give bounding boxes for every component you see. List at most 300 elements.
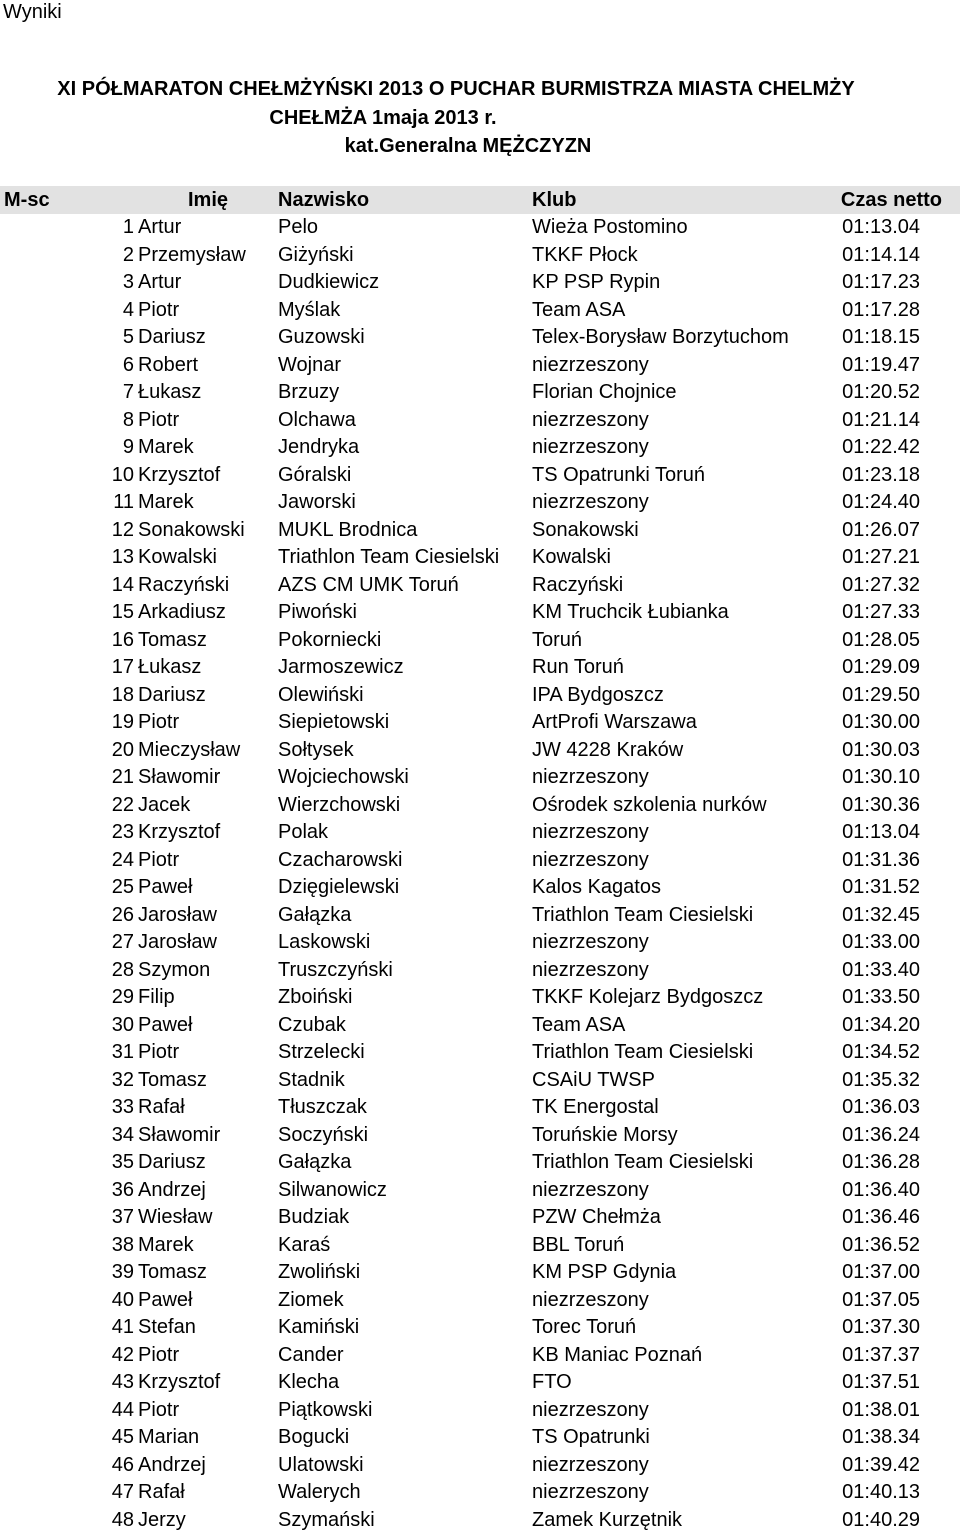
first-name-cell: Tomasz — [138, 1261, 207, 1283]
table-row — [0, 984, 960, 1012]
first-name-cell: Sławomir — [138, 1123, 221, 1146]
position-cell: 15 — [111, 601, 134, 623]
first-name-cell: Piotr — [138, 408, 180, 431]
club-cell: niezrzeszony — [532, 958, 649, 981]
club-cell: niezrzeszony — [532, 1178, 649, 1201]
column-header-first-name: Imię — [187, 189, 229, 211]
net-time-cell: 01:34.20 — [842, 1013, 920, 1036]
first-name-cell: Tomasz — [138, 628, 207, 651]
last-name-cell: Pokorniecki — [278, 628, 382, 651]
last-name-cell: Dudkiewicz — [278, 271, 380, 293]
event-title: XI PÓŁMARATON CHEŁMŻYŃSKI 2013 O PUCHAR BURMISTRZA MIASTA CHELMŻY — [57, 78, 855, 100]
net-time-cell: 01:23.18 — [842, 463, 920, 486]
net-time-cell: 01:13.04 — [842, 821, 920, 843]
first-name-cell: Piotr — [138, 711, 180, 733]
last-name-cell: Wojnar — [278, 353, 341, 376]
position-cell: 25 — [111, 876, 134, 898]
position-cell: 24 — [111, 848, 134, 871]
position-cell: 2 — [122, 243, 134, 266]
position-cell: 28 — [111, 958, 134, 981]
table-row — [0, 654, 960, 682]
position-cell: 48 — [111, 1508, 134, 1531]
last-name-cell: Triathlon Team Ciesielski — [278, 546, 500, 568]
position-cell: 13 — [111, 546, 134, 568]
first-name-cell: Sonakowski — [138, 518, 245, 541]
club-cell: Wieża Postomino — [532, 216, 688, 238]
last-name-cell: Kamiński — [278, 1316, 360, 1338]
club-cell: TKKF Kolejarz Bydgoszcz — [532, 986, 764, 1008]
first-name-cell: Przemysław — [138, 243, 246, 266]
first-name-cell: Łukasz — [138, 381, 202, 403]
net-time-cell: 01:27.21 — [842, 546, 920, 568]
table-row — [0, 1149, 960, 1177]
last-name-cell: Piątkowski — [278, 1398, 373, 1421]
club-cell: TS Opatrunki — [532, 1426, 650, 1448]
first-name-cell: Piotr — [138, 1041, 180, 1063]
club-cell: KM PSP Gdynia — [532, 1261, 677, 1283]
last-name-cell: Wierzchowski — [278, 793, 401, 816]
table-row — [0, 407, 960, 435]
last-name-cell: Soczyński — [278, 1123, 369, 1146]
column-header-last-name: Nazwisko — [278, 189, 370, 211]
club-cell: KM Truchcik Łubianka — [532, 601, 729, 623]
table-row — [0, 379, 960, 407]
net-time-cell: 01:37.05 — [842, 1288, 920, 1311]
club-cell: FTO — [532, 1371, 572, 1393]
last-name-cell: Zwoliński — [278, 1261, 361, 1283]
first-name-cell: Jacek — [138, 793, 191, 816]
position-cell: 43 — [111, 1371, 134, 1393]
position-cell: 30 — [111, 1013, 134, 1036]
last-name-cell: Silwanowicz — [278, 1178, 387, 1201]
club-cell: niezrzeszony — [532, 821, 649, 843]
table-row — [0, 352, 960, 380]
last-name-cell: Szymański — [278, 1508, 375, 1531]
club-cell: Triathlon Team Ciesielski — [532, 1041, 754, 1063]
first-name-cell: Arkadiusz — [138, 601, 226, 623]
club-cell: niezrzeszony — [532, 491, 649, 513]
last-name-cell: Polak — [278, 821, 329, 843]
first-name-cell: Tomasz — [138, 1068, 207, 1091]
last-name-cell: Dzięgielewski — [278, 876, 400, 898]
club-cell: niezrzeszony — [532, 408, 649, 431]
position-cell: 19 — [111, 711, 134, 733]
position-cell: 3 — [122, 271, 134, 293]
first-name-cell: Krzysztof — [138, 1371, 221, 1393]
position-cell: 9 — [122, 436, 134, 458]
table-row — [0, 902, 960, 930]
club-cell: niezrzeszony — [532, 766, 649, 788]
table-row — [0, 737, 960, 765]
table-row — [0, 957, 960, 985]
column-header-club: Klub — [532, 189, 577, 211]
last-name-cell: Klecha — [278, 1371, 340, 1393]
net-time-cell: 01:21.14 — [842, 408, 920, 431]
first-name-cell: Marek — [138, 1233, 194, 1256]
club-cell: Sonakowski — [532, 518, 639, 541]
net-time-cell: 01:36.24 — [842, 1123, 920, 1146]
net-time-cell: 01:33.00 — [842, 931, 920, 953]
table-row — [0, 709, 960, 737]
club-cell: niezrzeszony — [532, 848, 649, 871]
club-cell: Team ASA — [532, 298, 626, 321]
first-name-cell: Marek — [138, 491, 194, 513]
last-name-cell: Tłuszczak — [278, 1096, 367, 1118]
net-time-cell: 01:36.28 — [842, 1151, 920, 1173]
first-name-cell: Marian — [138, 1426, 200, 1448]
position-cell: 16 — [111, 628, 134, 651]
first-name-cell: Paweł — [138, 876, 193, 898]
first-name-cell: Szymon — [138, 958, 211, 981]
last-name-cell: Gałązka — [278, 903, 352, 926]
club-cell: niezrzeszony — [532, 1453, 649, 1476]
last-name-cell: Walerych — [278, 1481, 361, 1503]
table-row — [0, 1314, 960, 1342]
last-name-cell: Pelo — [278, 216, 319, 238]
net-time-cell: 01:36.40 — [842, 1178, 920, 1201]
last-name-cell: MUKL Brodnica — [278, 518, 418, 541]
net-time-cell: 01:33.40 — [842, 958, 920, 981]
club-cell: Kowalski — [532, 546, 611, 568]
table-row — [0, 929, 960, 957]
net-time-cell: 01:30.00 — [842, 711, 920, 733]
club-cell: niezrzeszony — [532, 1288, 649, 1311]
table-row — [0, 1287, 960, 1315]
club-cell: Ośrodek szkolenia nurków — [532, 793, 767, 816]
last-name-cell: Truszczyński — [278, 958, 393, 981]
last-name-cell: Myślak — [278, 298, 341, 321]
last-name-cell: Czubak — [278, 1013, 346, 1036]
last-name-cell: Olchawa — [278, 408, 356, 431]
net-time-cell: 01:38.01 — [842, 1398, 920, 1421]
position-cell: 10 — [111, 463, 134, 486]
first-name-cell: Andrzej — [138, 1178, 206, 1201]
first-name-cell: Piotr — [138, 848, 180, 871]
first-name-cell: Dariusz — [138, 1151, 206, 1173]
net-time-cell: 01:29.50 — [842, 683, 920, 706]
net-time-cell: 01:40.13 — [842, 1481, 920, 1503]
table-row — [0, 324, 960, 352]
last-name-cell: Siepietowski — [278, 711, 390, 733]
last-name-cell: Brzuzy — [278, 381, 340, 403]
last-name-cell: Cander — [278, 1343, 344, 1366]
club-cell: TK Energostal — [532, 1096, 659, 1118]
position-cell: 42 — [111, 1343, 134, 1366]
position-cell: 20 — [111, 738, 134, 761]
net-time-cell: 01:34.52 — [842, 1041, 920, 1063]
position-cell: 27 — [111, 931, 134, 953]
table-row — [0, 1094, 960, 1122]
first-name-cell: Wiesław — [138, 1206, 213, 1228]
last-name-cell: Góralski — [278, 463, 352, 486]
net-time-cell: 01:40.29 — [842, 1508, 920, 1531]
table-row — [0, 517, 960, 545]
last-name-cell: Giżyński — [278, 243, 354, 266]
position-cell: 32 — [111, 1068, 134, 1091]
club-cell: PZW Chełmża — [532, 1206, 661, 1228]
club-cell: niezrzeszony — [532, 1398, 649, 1421]
last-name-cell: Stadnik — [278, 1068, 345, 1091]
net-time-cell: 01:31.36 — [842, 848, 920, 871]
last-name-cell: Ulatowski — [278, 1453, 364, 1476]
table-row — [0, 847, 960, 875]
net-time-cell: 01:18.15 — [842, 326, 920, 348]
position-cell: 18 — [111, 683, 134, 706]
last-name-cell: Piwoński — [278, 601, 357, 623]
position-cell: 40 — [111, 1288, 134, 1311]
club-cell: Telex-Borysław Borzytuchom — [532, 326, 789, 348]
position-cell: 29 — [111, 986, 134, 1008]
club-cell: Zamek Kurzętnik — [532, 1508, 683, 1531]
first-name-cell: Dariusz — [138, 326, 206, 348]
club-cell: JW 4228 Kraków — [532, 738, 684, 761]
net-time-cell: 01:37.00 — [842, 1261, 920, 1283]
column-header-net-time: Czas netto — [840, 189, 942, 211]
position-cell: 46 — [111, 1453, 134, 1476]
table-row — [0, 1177, 960, 1205]
last-name-cell: Bogucki — [278, 1426, 350, 1448]
last-name-cell: Laskowski — [278, 931, 371, 953]
net-time-cell: 01:29.09 — [842, 656, 920, 678]
last-name-cell: Zboiński — [278, 986, 353, 1008]
first-name-cell: Paweł — [138, 1013, 193, 1036]
position-cell: 44 — [111, 1398, 134, 1421]
club-cell: ArtProfi Warszawa — [532, 711, 697, 733]
position-cell: 45 — [111, 1426, 134, 1448]
net-time-cell: 01:38.34 — [842, 1426, 920, 1448]
results-table — [0, 186, 960, 1534]
net-time-cell: 01:31.52 — [842, 876, 920, 898]
club-cell: Kalos Kagatos — [532, 876, 661, 898]
first-name-cell: Piotr — [138, 298, 180, 321]
position-cell: 23 — [111, 821, 134, 843]
table-row — [0, 434, 960, 462]
event-date: CHEŁMŻA 1maja 2013 r. — [269, 107, 497, 129]
net-time-cell: 01:33.50 — [842, 986, 920, 1008]
first-name-cell: Jerzy — [138, 1508, 186, 1531]
club-cell: Raczyński — [532, 573, 624, 596]
net-time-cell: 01:37.51 — [842, 1371, 920, 1393]
club-cell: Run Toruń — [532, 656, 624, 678]
table-row — [0, 1342, 960, 1370]
first-name-cell: Rafał — [138, 1096, 185, 1118]
club-cell: CSAiU TWSP — [532, 1068, 655, 1091]
last-name-cell: AZS CM UMK Toruń — [278, 573, 459, 596]
position-cell: 33 — [111, 1096, 134, 1118]
first-name-cell: Marek — [138, 436, 194, 458]
position-cell: 26 — [111, 903, 134, 926]
position-cell: 4 — [122, 298, 134, 321]
position-cell: 1 — [122, 216, 134, 238]
club-cell: KP PSP Rypin — [532, 271, 661, 293]
column-header-position: M-sc — [4, 189, 50, 211]
club-cell: Florian Chojnice — [532, 381, 677, 403]
results-table-header — [0, 186, 960, 214]
table-row — [0, 1397, 960, 1425]
table-row — [0, 1067, 960, 1095]
position-cell: 36 — [111, 1178, 134, 1201]
results-table-body — [0, 214, 960, 1534]
net-time-cell: 01:37.37 — [842, 1343, 920, 1366]
last-name-cell: Jaworski — [278, 491, 356, 513]
last-name-cell: Gałązka — [278, 1151, 352, 1173]
last-name-cell: Karaś — [278, 1233, 331, 1256]
net-time-cell: 01:30.03 — [842, 738, 920, 761]
table-row — [0, 1204, 960, 1232]
first-name-cell: Sławomir — [138, 766, 221, 788]
table-row — [0, 819, 960, 847]
club-cell: Team ASA — [532, 1013, 626, 1036]
table-row — [0, 599, 960, 627]
table-row — [0, 297, 960, 325]
club-cell: KB Maniac Poznań — [532, 1343, 703, 1366]
sheet-title: Wyniki — [3, 1, 62, 23]
position-cell: 35 — [111, 1151, 134, 1173]
club-cell: niezrzeszony — [532, 1481, 649, 1503]
club-cell: TKKF Płock — [532, 243, 638, 266]
table-row — [0, 1012, 960, 1040]
table-row — [0, 489, 960, 517]
net-time-cell: 01:30.10 — [842, 766, 920, 788]
last-name-cell: Ziomek — [278, 1288, 344, 1311]
position-cell: 5 — [122, 326, 134, 348]
first-name-cell: Dariusz — [138, 683, 206, 706]
club-cell: niezrzeszony — [532, 931, 649, 953]
last-name-cell: Jendryka — [278, 436, 360, 458]
last-name-cell: Czacharowski — [278, 848, 403, 871]
first-name-cell: Jarosław — [138, 903, 217, 926]
position-cell: 38 — [111, 1233, 134, 1256]
table-row — [0, 792, 960, 820]
position-cell: 47 — [111, 1481, 134, 1503]
last-name-cell: Jarmoszewicz — [278, 656, 404, 678]
position-cell: 41 — [111, 1316, 134, 1338]
table-row — [0, 1122, 960, 1150]
position-cell: 14 — [111, 573, 134, 596]
club-cell: TS Opatrunki Toruń — [532, 463, 706, 486]
club-cell: Toruńskie Morsy — [532, 1123, 678, 1146]
table-row — [0, 874, 960, 902]
first-name-cell: Filip — [138, 986, 175, 1008]
net-time-cell: 01:36.03 — [842, 1096, 920, 1118]
position-cell: 11 — [113, 491, 134, 513]
table-row — [0, 764, 960, 792]
club-cell: BBL Toruń — [532, 1233, 625, 1256]
position-cell: 21 — [111, 766, 134, 788]
table-row — [0, 627, 960, 655]
net-time-cell: 01:37.30 — [842, 1316, 920, 1338]
table-row — [0, 1259, 960, 1287]
net-time-cell: 01:27.32 — [842, 573, 920, 596]
position-cell: 22 — [111, 793, 134, 816]
table-row — [0, 1507, 960, 1535]
table-row — [0, 242, 960, 270]
net-time-cell: 01:13.04 — [842, 216, 920, 238]
first-name-cell: Stefan — [138, 1316, 196, 1338]
table-row — [0, 544, 960, 572]
first-name-cell: Robert — [138, 353, 199, 376]
club-cell: Toruń — [532, 628, 583, 651]
club-cell: Triathlon Team Ciesielski — [532, 903, 754, 926]
net-time-cell: 01:24.40 — [842, 491, 920, 513]
net-time-cell: 01:17.23 — [842, 271, 920, 293]
first-name-cell: Kowalski — [138, 546, 217, 568]
club-cell: Triathlon Team Ciesielski — [532, 1151, 754, 1173]
last-name-cell: Budziak — [278, 1206, 350, 1228]
position-cell: 34 — [111, 1123, 134, 1146]
position-cell: 31 — [111, 1041, 134, 1063]
net-time-cell: 01:14.14 — [842, 243, 920, 266]
position-cell: 12 — [111, 518, 134, 541]
last-name-cell: Olewiński — [278, 683, 364, 706]
net-time-cell: 01:30.36 — [842, 793, 920, 816]
net-time-cell: 01:27.33 — [842, 601, 920, 623]
first-name-cell: Krzysztof — [138, 463, 221, 486]
net-time-cell: 01:32.45 — [842, 903, 920, 926]
last-name-cell: Wojciechowski — [278, 766, 409, 788]
table-row — [0, 214, 960, 242]
first-name-cell: Piotr — [138, 1343, 180, 1366]
header-row — [0, 186, 960, 214]
last-name-cell: Sołtysek — [278, 738, 354, 761]
first-name-cell: Artur — [138, 271, 182, 293]
club-cell: niezrzeszony — [532, 353, 649, 376]
club-cell: Torec Toruń — [532, 1316, 637, 1338]
last-name-cell: Guzowski — [278, 326, 365, 348]
last-name-cell: Strzelecki — [278, 1041, 365, 1063]
net-time-cell: 01:22.42 — [842, 436, 920, 458]
net-time-cell: 01:28.05 — [842, 628, 920, 651]
first-name-cell: Raczyński — [138, 573, 230, 596]
first-name-cell: Piotr — [138, 1398, 180, 1421]
position-cell: 39 — [111, 1261, 134, 1283]
table-row — [0, 462, 960, 490]
table-row — [0, 682, 960, 710]
net-time-cell: 01:17.28 — [842, 298, 920, 321]
net-time-cell: 01:26.07 — [842, 518, 920, 541]
table-row — [0, 572, 960, 600]
net-time-cell: 01:36.52 — [842, 1233, 920, 1256]
net-time-cell: 01:20.52 — [842, 381, 920, 403]
club-cell: IPA Bydgoszcz — [532, 683, 664, 706]
table-row — [0, 1424, 960, 1452]
category-title: kat.Generalna MĘŻCZYZN — [344, 135, 592, 157]
position-cell: 8 — [122, 408, 134, 431]
first-name-cell: Mieczysław — [138, 738, 241, 761]
position-cell: 6 — [122, 353, 134, 376]
table-row — [0, 269, 960, 297]
first-name-cell: Rafał — [138, 1481, 185, 1503]
table-row — [0, 1369, 960, 1397]
first-name-cell: Paweł — [138, 1288, 193, 1311]
net-time-cell: 01:35.32 — [842, 1068, 920, 1091]
position-cell: 17 — [111, 656, 134, 678]
club-cell: niezrzeszony — [532, 436, 649, 458]
table-row — [0, 1232, 960, 1260]
first-name-cell: Łukasz — [138, 656, 202, 678]
first-name-cell: Artur — [138, 216, 182, 238]
first-name-cell: Jarosław — [138, 931, 217, 953]
first-name-cell: Andrzej — [138, 1453, 206, 1476]
net-time-cell: 01:39.42 — [842, 1453, 920, 1476]
net-time-cell: 01:36.46 — [842, 1206, 920, 1228]
net-time-cell: 01:19.47 — [842, 353, 920, 376]
position-cell: 7 — [122, 381, 134, 403]
position-cell: 37 — [111, 1206, 134, 1228]
table-row — [0, 1479, 960, 1507]
first-name-cell: Krzysztof — [138, 821, 221, 843]
table-row — [0, 1452, 960, 1480]
